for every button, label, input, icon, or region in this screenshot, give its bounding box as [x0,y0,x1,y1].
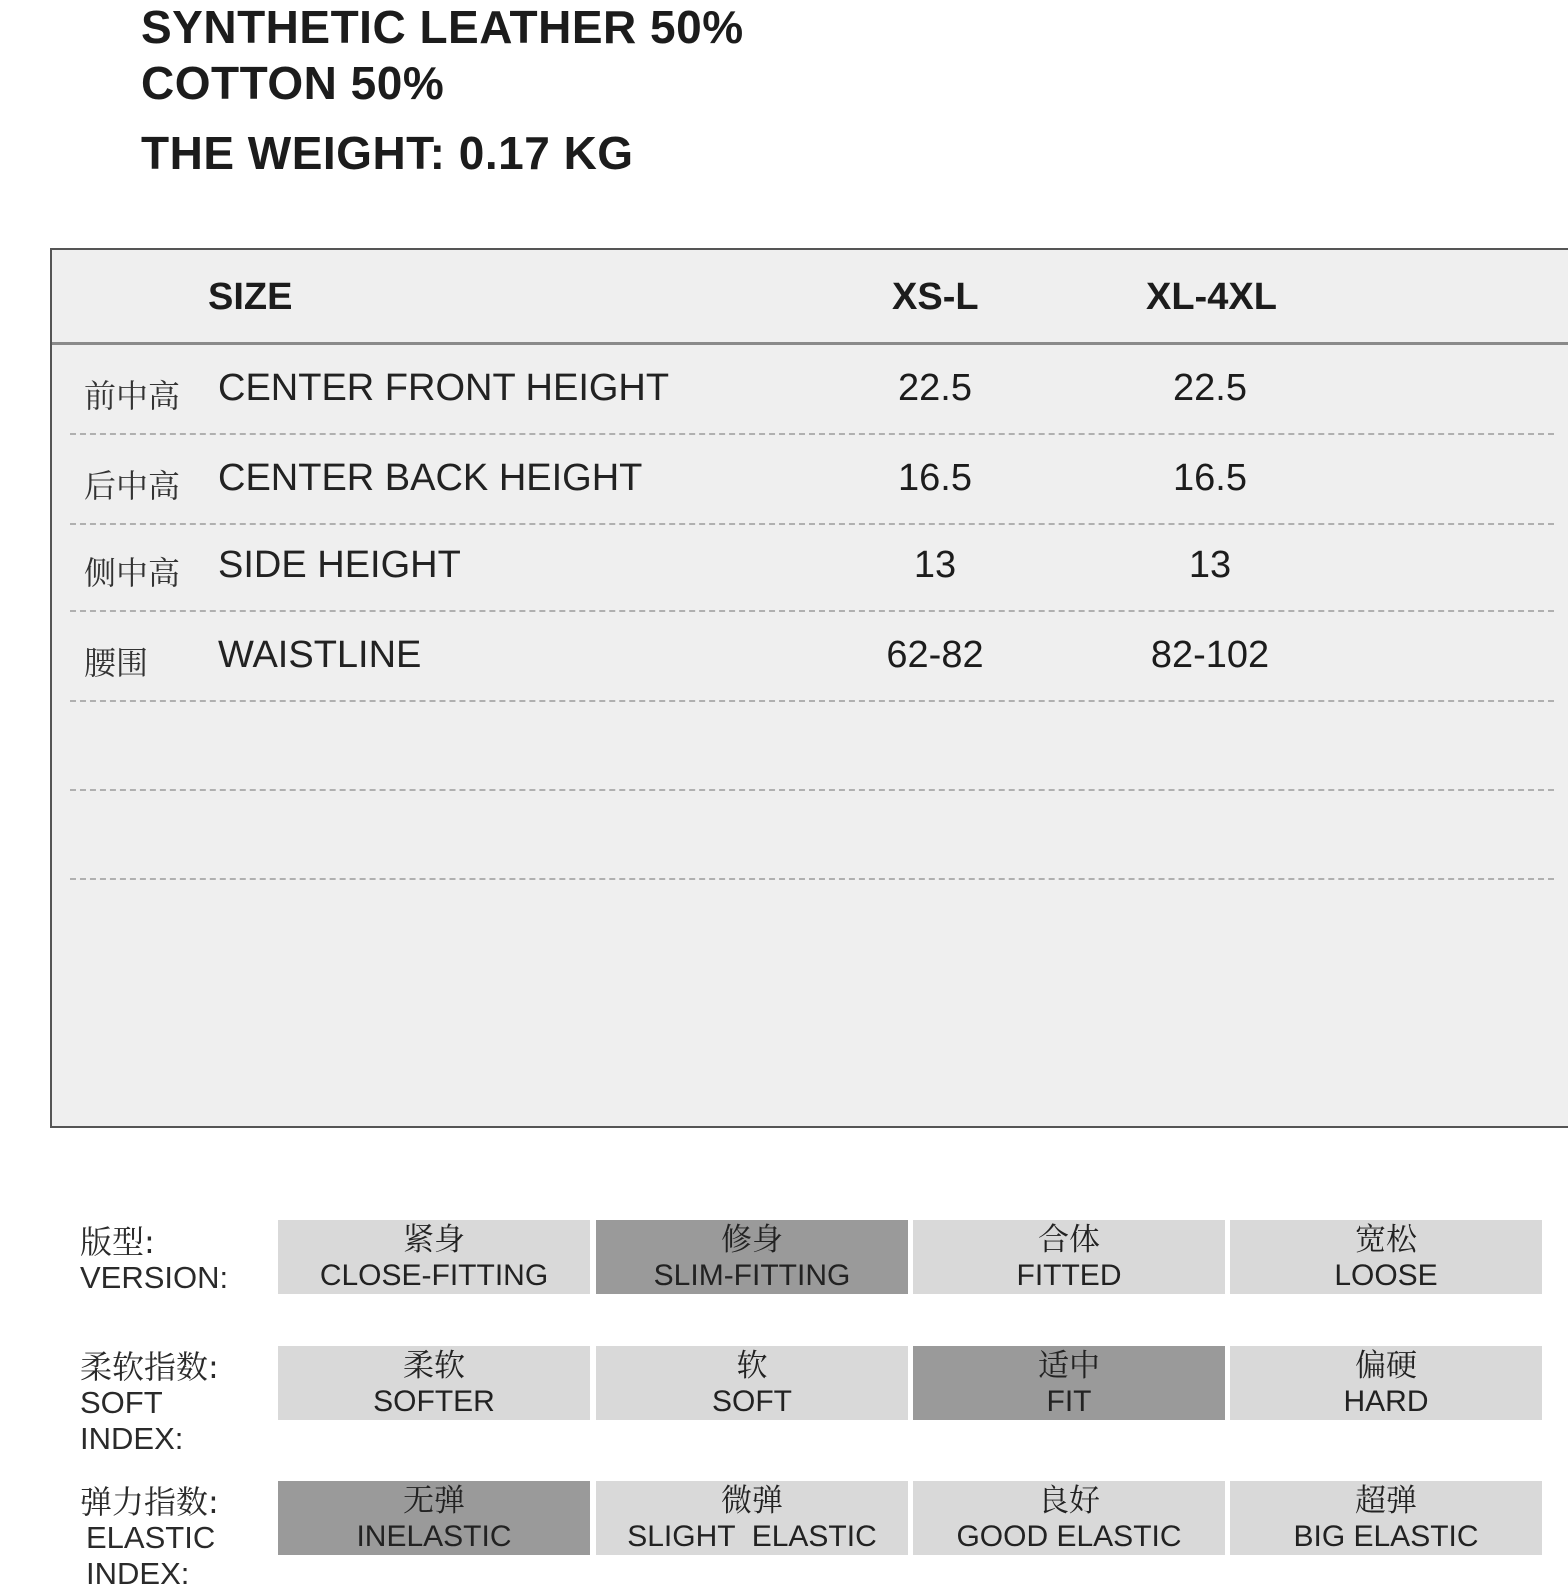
option-cn: 紧身 [403,1222,465,1258]
row-value-xs-l: 62-82 [886,634,984,676]
version-option-slim-fitting [596,1220,908,1294]
row-label-en: WAISTLINE [218,634,422,676]
row-value-xs-l: 16.5 [898,457,972,499]
soft-option-fit [913,1346,1225,1420]
row-label-cn: 侧中高 [84,554,181,592]
option-en: FIT [1046,1385,1092,1418]
option-cn: 合体 [1038,1222,1100,1258]
row-label-cn: 腰围 [84,644,149,682]
row-value-xs-l: 13 [913,544,957,586]
elastic-option-inelastic [278,1481,590,1555]
elastic-index-label-cn: 弹力指数: [80,1483,219,1521]
elastic-index-label [80,1484,219,1592]
table-row [70,345,1554,435]
row-label-en: CENTER BACK HEIGHT [218,457,643,499]
option-cn: 微弹 [721,1483,783,1519]
table-row [70,612,1554,702]
option-cn: 修身 [721,1222,783,1258]
option-en: INELASTIC [356,1520,512,1553]
size-table-header [52,250,1568,345]
size-table [50,248,1568,1128]
row-value-xl-4xl: 16.5 [1173,457,1247,499]
option-en: LOOSE [1334,1259,1438,1292]
version-label [80,1224,228,1296]
material-line-1: SYNTHETIC LEATHER 50% [141,1,744,53]
table-row [70,435,1554,525]
version-label-cn: 版型: [80,1223,155,1261]
table-row-empty [70,790,1554,880]
option-cn: 良好 [1038,1483,1100,1519]
size-col-xl-4xl: XL-4XL [1146,276,1277,318]
row-label-cn: 后中高 [84,467,181,505]
option-cn: 宽松 [1355,1222,1417,1258]
version-option-loose [1230,1220,1542,1294]
elastic-index-label-en: ELASTIC INDEX: [86,1520,216,1591]
elastic-option-slight-elastic [596,1481,908,1555]
table-row [70,522,1554,612]
row-value-xl-4xl: 22.5 [1173,367,1247,409]
row-label-en: SIDE HEIGHT [218,544,461,586]
elastic-option-good-elastic [913,1481,1225,1555]
soft-index-label-cn: 柔软指数: [80,1348,219,1386]
option-en: SLIGHT ELASTIC [627,1520,877,1553]
soft-index-label-en: SOFT INDEX: [80,1385,184,1456]
option-cn: 适中 [1038,1348,1100,1384]
version-option-close-fitting [278,1220,590,1294]
row-value-xl-4xl: 13 [1188,544,1232,586]
option-cn: 超弹 [1355,1483,1417,1519]
option-cn: 无弹 [403,1483,465,1519]
elastic-option-big-elastic [1230,1481,1542,1555]
option-en: HARD [1343,1385,1429,1418]
option-en: SLIM-FITTING [653,1259,851,1292]
soft-option-hard [1230,1346,1542,1420]
row-label-cn: 前中高 [84,377,181,415]
option-en: GOOD ELASTIC [956,1520,1182,1553]
option-cn: 偏硬 [1355,1348,1417,1384]
material-line-2: COTTON 50% [141,57,445,109]
row-label-en: CENTER FRONT HEIGHT [218,367,670,409]
option-en: SOFTER [373,1385,495,1418]
soft-option-soft [596,1346,908,1420]
option-en: BIG ELASTIC [1293,1520,1479,1553]
size-col-xs-l: XS-L [892,276,979,318]
table-row-empty [70,701,1554,791]
option-cn: 软 [736,1348,768,1384]
option-en: FITTED [1016,1259,1122,1292]
size-header: SIZE [208,276,293,318]
weight-line: THE WEIGHT: 0.17 KG [141,127,634,179]
version-label-en: VERSION: [80,1260,229,1295]
row-value-xl-4xl: 82-102 [1150,634,1270,676]
option-en: CLOSE-FITTING [319,1259,549,1292]
row-value-xs-l: 22.5 [898,367,972,409]
soft-index-label [80,1349,219,1457]
version-option-fitted [913,1220,1225,1294]
option-en: SOFT [712,1385,792,1418]
option-cn: 柔软 [403,1348,465,1384]
soft-option-softer [278,1346,590,1420]
